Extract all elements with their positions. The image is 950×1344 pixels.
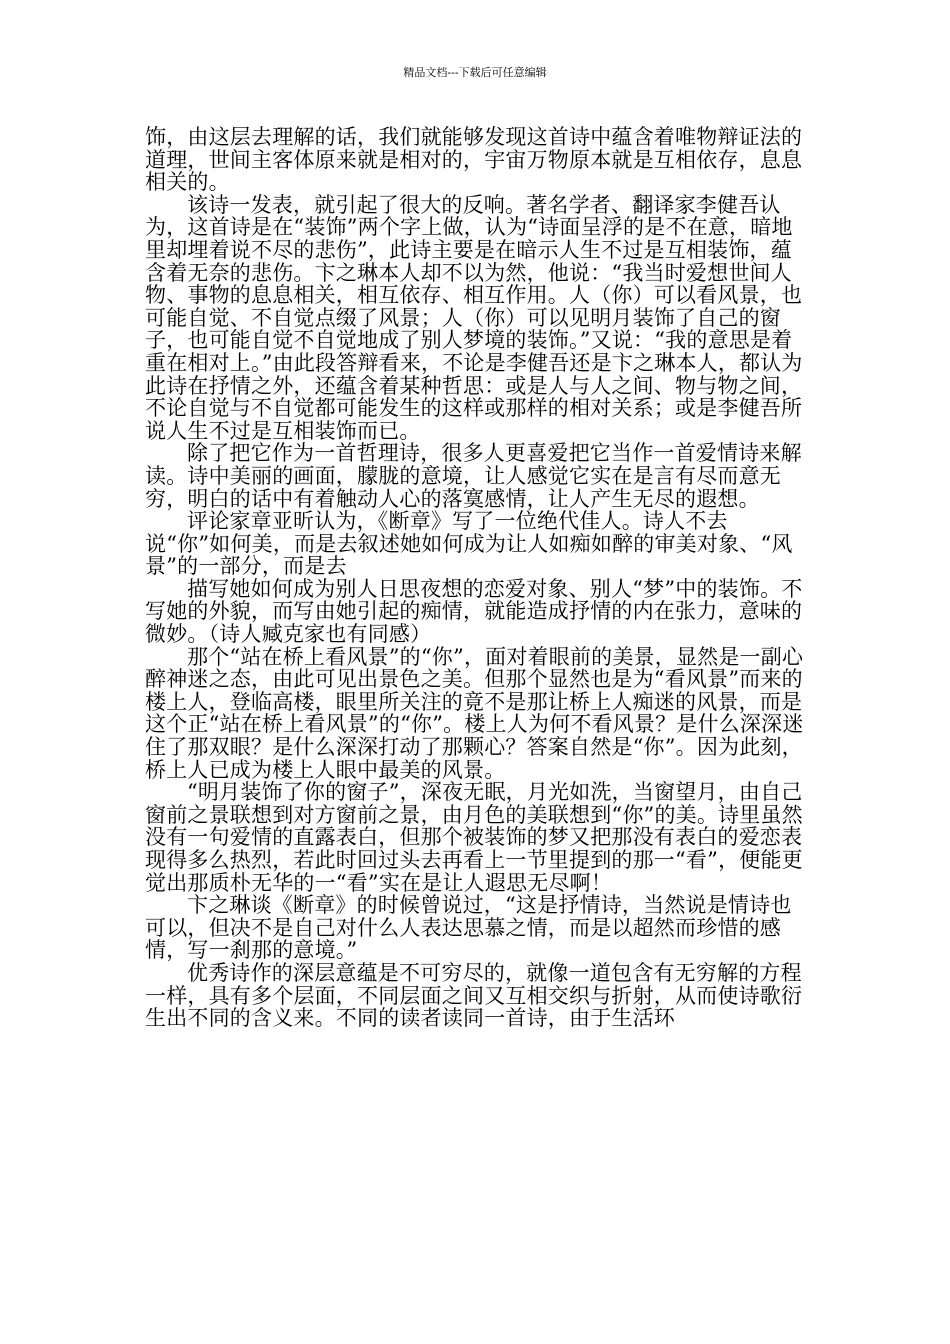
paragraph: 除了把它作为一首哲理诗，很多人更喜爱把它当作一首爱情诗来解读。诗中美丽的画面，朦胧的意境，让人感觉它实在是言有尽而意无穷，明白的话中有着触动人心的落寞感情，让人产生无尽的遐想。 (145, 441, 802, 511)
paragraph: 描写她如何成为别人日思夜想的恋爱对象、别人“梦”中的装饰。不写她的外貌，而写由她引起的痴情，就能造成抒情的内在张力，意味的微妙。（诗人臧克家也有同感） (145, 576, 803, 647)
paragraph: 饰，由这层去理解的话，我们就能够发现这首诗中蕴含着唯物辩证法的道理，世间主客体原来就是相对的，宇宙万物原本就是互相依存，息息相关的。 (145, 125, 803, 195)
paragraph: 该诗一发表，就引起了很大的反响。著名学者、翻译家李健吾认为，这首诗是在“装饰”两个字上做，认为“诗面呈浮的是不在意，暗地里却埋着说不尽的悲伤”，此诗主要是在暗示人生不过是互相装饰，蕴含着无奈的悲伤。卞之琳本人却不以为然，他说：“我当时爱想世间人物、事物的息息相关，相互依存、相互作用。人（你）可以看风景，也可能自觉、不自觉点缀了风景；人（你）可以见明月装饰了自己的窗子，也可能自觉不自觉地成了别人梦境的装饰。”又说：“我的意思是着重在相对上。”由此段答辩看来，不论是李健吾还是卞之琳本人，都认为此诗在抒情之外，还蕴含着某种哲思：或是人与人之间、物与物之间，不论自觉与不自觉都可能发生的这样或那样的相对关系；或是李健吾所说人生不过是互相装饰而已。 (145, 192, 803, 443)
paragraph: 卞之琳谈《断章》的时候曾说过，“这是抒情诗，当然说是情诗也可以，但决不是自己对什么人表达思慕之情，而是以超然而珍惜的感情，写一刹那的意境。” (145, 893, 792, 963)
paragraph: “明月装饰了你的窗子”，深夜无眠，月光如洗，当窗望月，由自己窗前之景联想到对方窗前之景，由月色的美联想到“你”的美。诗里虽然没有一句爱情的直露表白，但那个被装饰的梦又把那没有表白的爱恋表现得多么热烈，若此时回过头去再看上一节里提到的那一“看”，便能更觉出那质朴无华的一“看”实在是让人遐思无尽啊！ (145, 780, 803, 895)
paragraph: 那个“站在桥上看风景”的“你”，面对着眼前的美景，显然是一副心醉神迷之态，由此可见出景色之美。但那个显然也是为“看风景”而来的楼上人，登临高楼，眼里所关注的竟不是那让桥上人痴迷的风景，而是这个正“站在桥上看风景”的“你”。楼上人为何不看风景？是什么深深迷住了那双眼？是什么深深打动了那颗心？答案自然是“你”。因为此刻，桥上人已成为楼上人眼中最美的风景。 (145, 644, 804, 782)
paragraph: 优秀诗作的深层意蕴是不可穷尽的，就像一道包含有无穷解的方程一样，具有多个层面，不同层面之间又互相交织与折射，从而使诗歌衍生出不同的含义来。不同的读者读同一首诗，由于生活环 (145, 960, 803, 1031)
document-body (145, 126, 810, 1030)
paragraph: 评论家章亚昕认为，《断章》写了一位绝代佳人。诗人不去说“你”如何美，而是去叙述她如何成为让人如痴如醉的审美对象、“风景”的一部分，而是去 (145, 509, 793, 579)
page-header: 精品文档---下载后可任意编辑 (403, 66, 547, 79)
